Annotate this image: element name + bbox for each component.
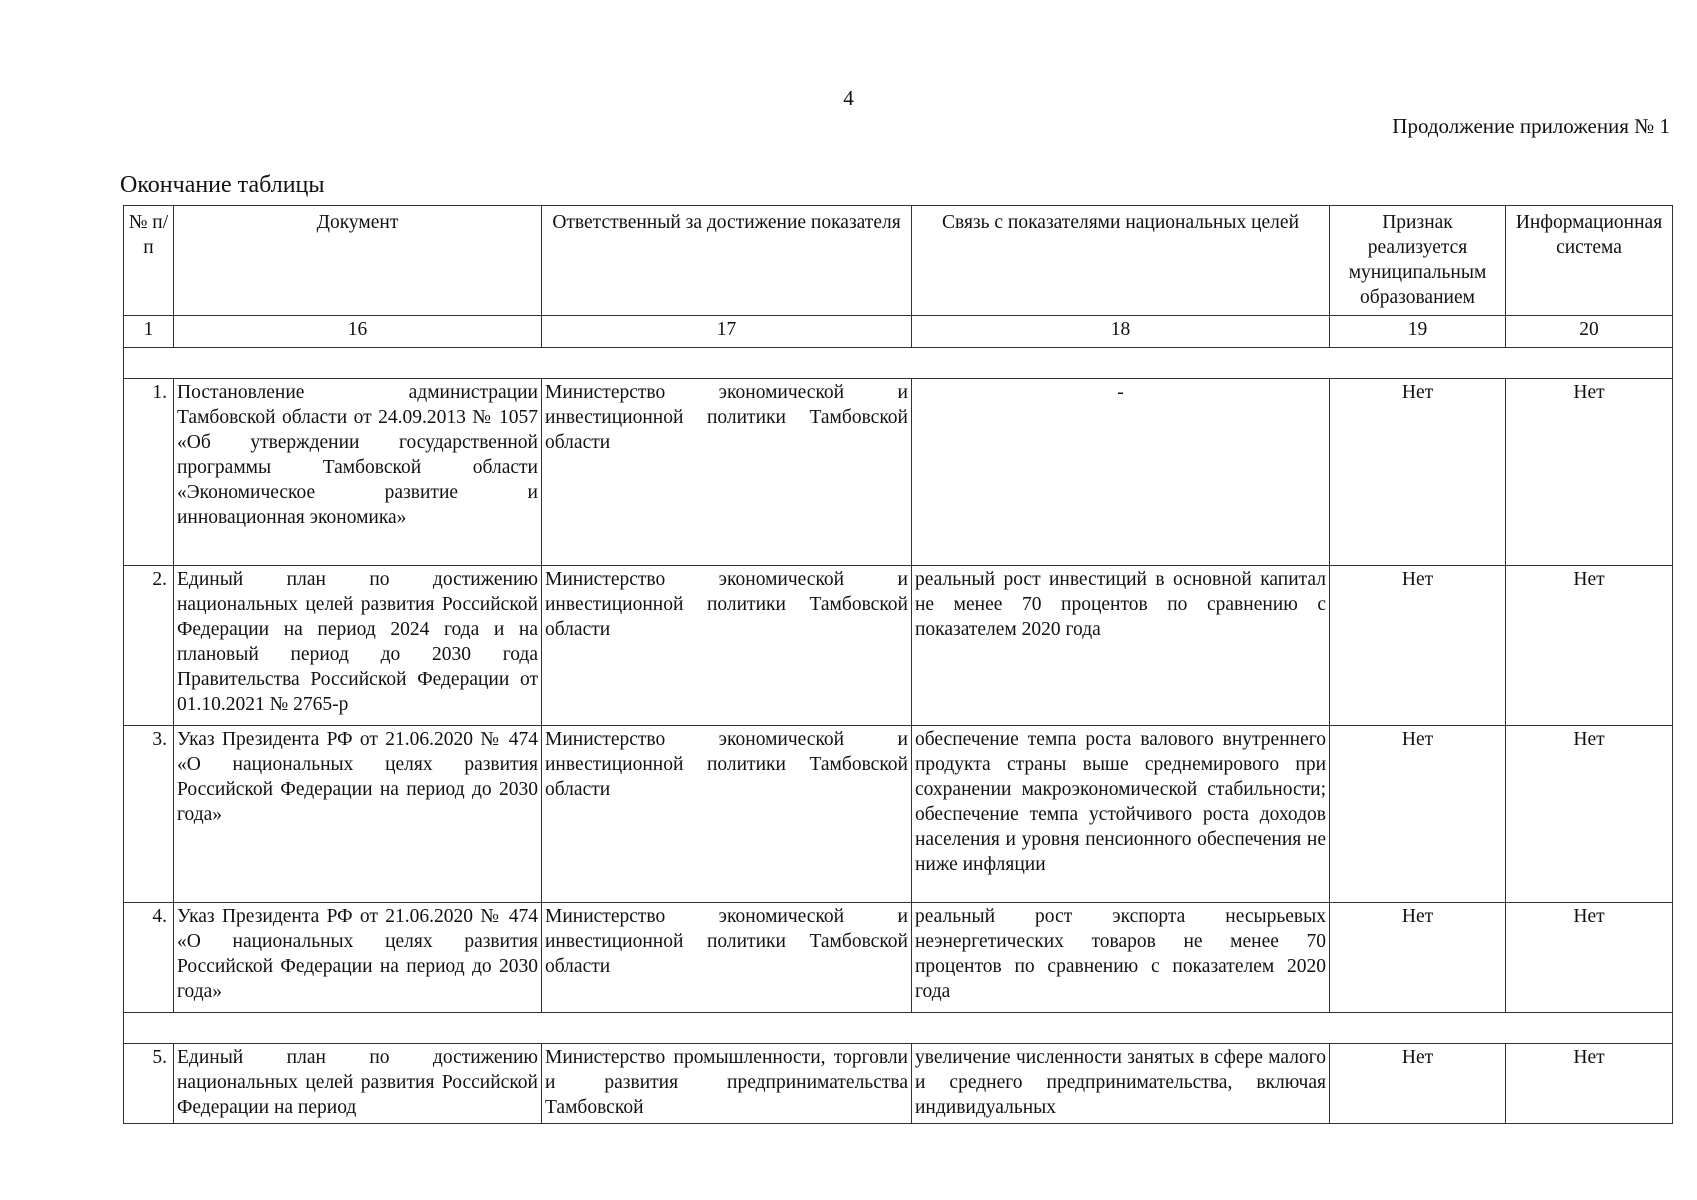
table-header-row — [124, 206, 1673, 316]
row-system: Нет — [1506, 1044, 1673, 1124]
row-document: Указ Президента РФ от 21.06.2020 № 474 «О национальных целях развития Российской Федерации на период до 2030 года» — [174, 726, 542, 903]
table-row — [124, 566, 1673, 726]
row-municipal: Нет — [1330, 903, 1506, 1013]
table-row — [124, 726, 1673, 903]
page-number: 4 — [843, 86, 854, 110]
table-row — [124, 1044, 1673, 1124]
row-number: 1. — [124, 379, 174, 566]
header-cell-responsible: Ответственный за достижение показателя — [542, 206, 912, 316]
row-document: Постановление администрации Тамбовской области от 24.09.2013 № 1057 «Об утверждении государственной программы Тамбовской области «Экономическое развитие и инновационная экономика» — [174, 379, 542, 566]
row-system: Нет — [1506, 566, 1673, 726]
spacer-row — [124, 1013, 1673, 1044]
header-cell-system: Информационная система — [1506, 206, 1673, 316]
row-system: Нет — [1506, 903, 1673, 1013]
row-document: Единый план по достижению национальных целей развития Российской Федерации на период — [174, 1044, 542, 1124]
header-cell-link: Связь с показателями национальных целей — [912, 206, 1330, 316]
appendix-note: Продолжение приложения № 1 — [1392, 114, 1670, 138]
header-cell-municipal: Признак реализуется муниципальным образованием — [1330, 206, 1506, 316]
row-document: Единый план по достижению национальных целей развития Российской Федерации на период 2024 года и на плановый период до 2030 года Правительства Российской Федерации от 01.10.2021 № 2765-р — [174, 566, 542, 726]
spacer-row — [124, 348, 1673, 379]
row-responsible: Министерство экономической и инвестиционной политики Тамбовской области — [542, 726, 912, 903]
header-cell-num: № п/п — [124, 206, 174, 316]
row-link: обеспечение темпа роста валового внутреннего продукта страны выше среднемирового при сохранении макроэкономической стабильности; обеспечение темпа устойчивого роста доходов населения и уровня пенсионного обеспечения не ниже инфляции — [912, 726, 1330, 903]
column-number: 18 — [912, 316, 1330, 348]
row-responsible: Министерство экономической и инвестиционной политики Тамбовской области — [542, 566, 912, 726]
row-municipal: Нет — [1330, 726, 1506, 903]
row-number: 2. — [124, 566, 174, 726]
column-number: 17 — [542, 316, 912, 348]
row-link: реальный рост экспорта несырьевых неэнергетических товаров не менее 70 процентов по сравнению с показателем 2020 года — [912, 903, 1330, 1013]
row-municipal: Нет — [1330, 1044, 1506, 1124]
row-number: 5. — [124, 1044, 174, 1124]
column-number: 19 — [1330, 316, 1506, 348]
column-number: 16 — [174, 316, 542, 348]
header-cell-document: Документ — [174, 206, 542, 316]
row-system: Нет — [1506, 379, 1673, 566]
indicators-table — [123, 205, 1673, 1124]
row-responsible: Министерство экономической и инвестиционной политики Тамбовской области — [542, 903, 912, 1013]
row-link: - — [912, 379, 1330, 566]
row-document: Указ Президента РФ от 21.06.2020 № 474 «О национальных целях развития Российской Федерации на период до 2030 года» — [174, 903, 542, 1013]
table-row — [124, 379, 1673, 566]
table-caption: Окончание таблицы — [120, 172, 325, 198]
table-row — [124, 903, 1673, 1013]
row-responsible: Министерство экономической и инвестиционной политики Тамбовской области — [542, 379, 912, 566]
row-municipal: Нет — [1330, 566, 1506, 726]
row-link: реальный рост инвестиций в основной капитал не менее 70 процентов по сравнению с показателем 2020 года — [912, 566, 1330, 726]
row-number: 4. — [124, 903, 174, 1013]
row-link: увеличение численности занятых в сфере малого и среднего предпринимательства, включая индивидуальных — [912, 1044, 1330, 1124]
column-numbers-row — [124, 316, 1673, 348]
row-municipal: Нет — [1330, 379, 1506, 566]
spacer-cell — [124, 348, 1673, 379]
row-number: 3. — [124, 726, 174, 903]
row-responsible: Министерство промышленности, торговли и развития предпринимательства Тамбовской — [542, 1044, 912, 1124]
spacer-cell — [124, 1013, 1673, 1044]
column-number: 1 — [124, 316, 174, 348]
column-number: 20 — [1506, 316, 1673, 348]
row-system: Нет — [1506, 726, 1673, 903]
